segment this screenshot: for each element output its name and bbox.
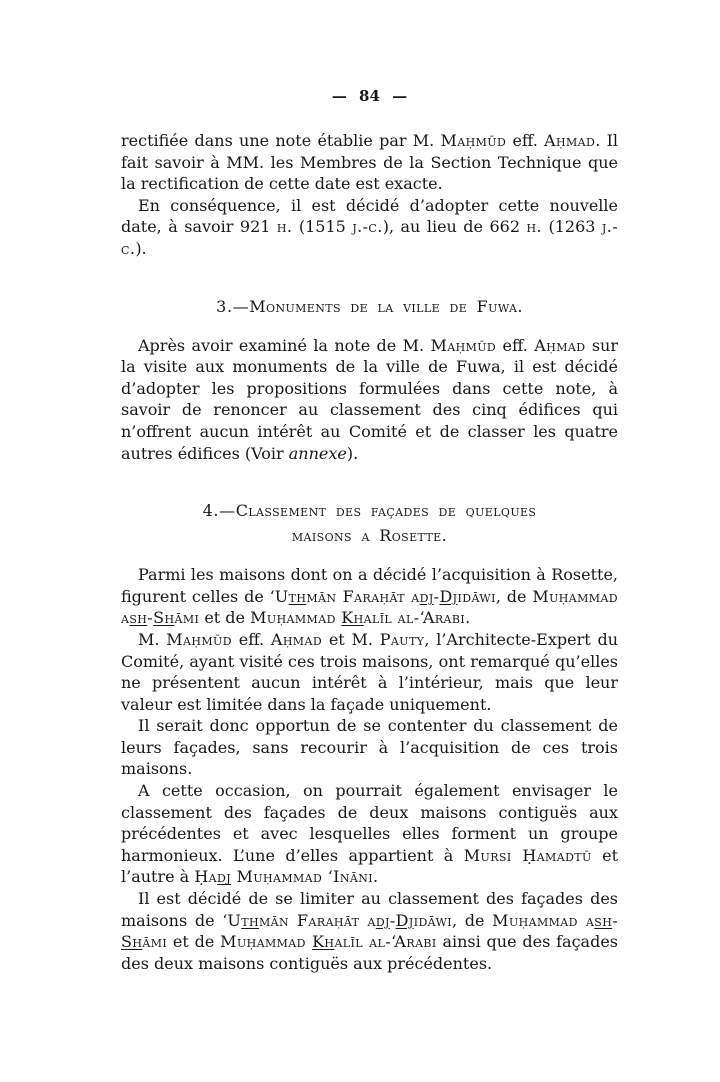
paragraph — [121, 564, 618, 629]
page-number: — 84 — — [331, 87, 408, 105]
text-segment: . Il fait savoir à MM. les Membres de la Section Technique que la rectification de cette date est exacte. — [121, 131, 619, 194]
text-segment: M. — [138, 629, 167, 649]
text-segment: , de — [452, 910, 493, 930]
text-segment: sh — [594, 910, 613, 930]
paragraph — [121, 888, 618, 974]
text-segment: h. — [526, 217, 542, 237]
text-segment: sh — [129, 608, 148, 628]
text-segment: dj — [419, 586, 434, 606]
paragraph — [121, 629, 618, 715]
text-segment: Aḥmad — [534, 335, 586, 355]
text-segment: . — [373, 867, 379, 887]
text-segment: Maḥmūd — [166, 629, 232, 649]
text-segment: et M. — [322, 629, 380, 649]
text-segment: et de — [199, 608, 251, 628]
text-segment: Ḥa — [194, 867, 218, 887]
text-segment: j.-c. — [121, 217, 619, 258]
text-segment: Muḥammad — [250, 608, 342, 628]
text-segment: 4.— — [202, 501, 236, 521]
text-segment: āmi — [142, 932, 168, 952]
text-segment: h. — [276, 217, 293, 237]
text-segment: - — [147, 608, 154, 628]
text-segment: Dj — [439, 586, 458, 606]
section-heading-line — [121, 498, 618, 523]
text-segment: - — [389, 910, 396, 930]
text-segment: sur la visite aux monuments de la ville de Fuwa, il est décidé d’adopter les propositions formulées dans cette note, à savoir de renoncer au classement des cinq édifices qui n’offrent aucun intérêt au Comité et de classer les quatre autres édifices (Voir — [121, 335, 619, 463]
text-segment: A cette occasion, on pourrait également envisager le classement des façades de deux maisons contiguës aux précédentes et avec lesquelles elles forment un groupe harmonieux. L’une d’elles appartient à — [121, 781, 618, 865]
text-segment: mān Faraḥāt a — [306, 586, 420, 606]
text-segment: Aḥmad — [544, 131, 596, 150]
text-segment: idāwi — [457, 586, 496, 606]
text-segment: Aḥmad — [270, 629, 323, 649]
text-segment: eff. — [496, 335, 535, 355]
text-segment: eff. — [231, 629, 271, 649]
text-segment: et l’autre à — [121, 845, 618, 887]
text-segment: (1263 — [542, 217, 602, 237]
section-heading-line — [121, 523, 618, 548]
text-segment: Sh — [153, 608, 175, 628]
text-segment: Muḥammad — [220, 932, 313, 952]
text-segment: Mursi Ḥamadtū — [463, 845, 592, 865]
text-segment: ), au lieu de 662 — [382, 217, 527, 237]
text-segment: Kh — [312, 932, 335, 952]
section-heading — [121, 498, 618, 548]
text-segment: idāwi — [413, 910, 453, 930]
text-segment: āmi — [174, 608, 200, 628]
text-segment: 3.— — [216, 296, 250, 316]
text-segment: ). — [346, 443, 359, 463]
text-segment: annexe — [288, 443, 347, 463]
text-segment: Muḥammad a — [121, 586, 619, 628]
text-segment: maisons a Rosette. — [291, 526, 448, 546]
text-segment: Après avoir examiné la note de M. — [138, 335, 431, 355]
text-segment: Pauty — [379, 629, 425, 649]
text-segment: U — [274, 586, 289, 606]
text-segment: , l’Architecte-Expert du Comité, ayant visité ces trois maisons, ont remarqué qu’elles ne présentent aucun intérêt à l’intérieur, mais que leur valeur est limitée dans la façade uniquement. — [121, 629, 618, 714]
section-heading — [121, 294, 618, 319]
paragraph — [121, 195, 618, 260]
paragraph — [121, 335, 618, 465]
text-segment: j.-c. — [352, 217, 383, 237]
text-segment: alīl al-‘Arabi — [363, 608, 466, 628]
text-segment: - — [433, 586, 440, 606]
text-segment: ). — [135, 238, 147, 258]
text-segment: Classement des façades de quelques — [235, 501, 537, 521]
text-segment: alīl al-‘Arabi — [334, 932, 437, 952]
text-segment: mān Faraḥāt a — [258, 910, 376, 930]
text-segment: rectifiée dans une note établie par M. — [121, 131, 441, 150]
text-segment: U — [227, 910, 242, 930]
text-segment: Maḥmūd — [440, 131, 507, 150]
section-heading-line — [121, 294, 618, 319]
text-segment: ainsi que des façades des deux maisons contiguës aux précédentes. — [121, 932, 618, 973]
text-segment: et de — [167, 932, 221, 952]
text-segment: Sh — [121, 932, 143, 952]
text-segment: th — [288, 586, 307, 606]
text-segment: dj — [375, 910, 390, 930]
text-segment: . — [465, 608, 471, 628]
text-segment: - — [612, 910, 619, 930]
text-segment: Il serait donc opportun de se contenter du classement de leurs façades, sans recourir à l’acquisition de ces trois maisons. — [121, 716, 618, 779]
text-segment: (1515 — [292, 217, 353, 237]
page-body — [121, 130, 618, 974]
text-segment: Monuments de la ville de Fuwa. — [249, 296, 523, 316]
text-segment: th — [241, 910, 259, 930]
text-segment: eff. — [506, 131, 545, 150]
text-segment: Kh — [341, 608, 364, 628]
paragraph — [121, 715, 618, 780]
text-segment: , de — [495, 586, 533, 606]
paragraph — [121, 130, 618, 195]
text-segment: Muḥammad a — [492, 910, 595, 930]
text-segment: Il est décidé de se limiter au classement des façades des maisons de ‘ — [121, 889, 618, 930]
text-segment: Muḥammad ‘Ināni — [231, 867, 374, 887]
text-segment: dj — [217, 867, 232, 887]
text-segment: Dj — [395, 910, 414, 930]
text-segment: Parmi les maisons dont on a décidé l’acquisition à Rosette, figurent celles de ‘ — [121, 565, 618, 606]
text-segment: En conséquence, il est décidé d’adopter cette nouvelle date, à savoir 921 — [121, 195, 618, 237]
text-segment: Maḥmūd — [430, 335, 497, 355]
paragraph — [121, 780, 618, 888]
